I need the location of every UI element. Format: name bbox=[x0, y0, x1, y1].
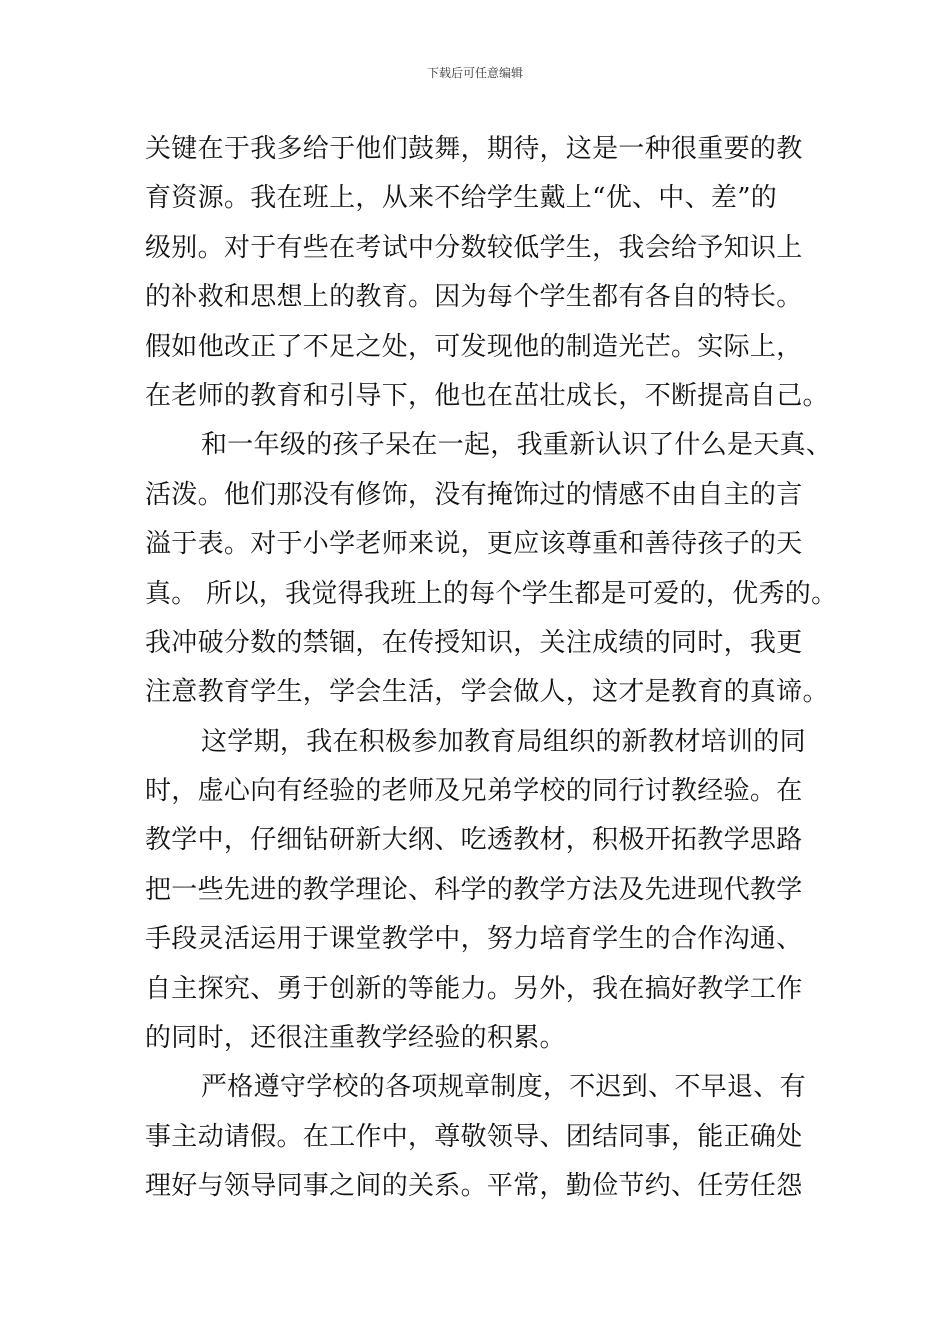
text-line: 真。 所以，我觉得我班上的每个学生都是可爱的，优秀的。 bbox=[145, 578, 838, 609]
text-line: 关键在于我多给于他们鼓舞，期待，这是一种很重要的教 bbox=[145, 134, 803, 164]
document-body bbox=[145, 125, 838, 1212]
text-line: 和一年级的孩子呆在一起，我重新认识了什么是天真、 bbox=[201, 430, 833, 461]
text-line: 严格遵守学校的各项规章制度，不迟到、不早退、有 bbox=[201, 1072, 806, 1103]
text-line: 手段灵活运用于课堂教学中，努力培育学生的合作沟通、 bbox=[145, 924, 803, 955]
text-line: 级别。对于有些在考试中分数较低学生，我会给予知识上 bbox=[145, 232, 803, 263]
text-line: 假如他改正了不足之处，可发现他的制造光芒。实际上， bbox=[145, 331, 803, 362]
text-line: 注意教育学生，学会生活，学会做人，这才是教育的真谛。 bbox=[145, 677, 829, 708]
text-line: 我冲破分数的禁锢，在传授知识，关注成绩的同时，我更 bbox=[145, 627, 803, 658]
text-line: 在老师的教育和引导下，他也在茁壮成长，不断提高自己。 bbox=[145, 380, 829, 411]
text-line: 育资源。我在班上，从来不给学生戴上“优、中、差”的 bbox=[145, 183, 778, 214]
text-line: 的补救和思想上的教育。因为每个学生都有各自的特长。 bbox=[145, 282, 803, 313]
text-line: 时，虚心向有经验的老师及兄弟学校的同行讨教经验。在 bbox=[145, 776, 803, 807]
page-header: 下载后可任意编辑 bbox=[426, 66, 523, 80]
text-line: 这学期，我在积极参加教育局组织的新教材培训的同 bbox=[201, 726, 806, 757]
text-line: 把一些先进的教学理论、科学的教学方法及先进现代教学 bbox=[145, 874, 803, 905]
text-line: 溢于表。对于小学老师来说，更应该尊重和善待孩子的天 bbox=[145, 529, 803, 560]
text-line: 教学中，仔细钻研新大纲、吃透教材，积极开拓教学思路 bbox=[145, 825, 803, 856]
text-line: 的同时，还很注重教学经验的积累。 bbox=[145, 1023, 566, 1054]
text-line: 理好与领导同事之间的关系。平常，勤俭节约、任劳任怨 bbox=[145, 1171, 803, 1202]
text-line: 事主动请假。在工作中，尊敬领导、团结同事，能正确处 bbox=[145, 1121, 803, 1152]
text-line: 自主探究、勇于创新的等能力。另外，我在搞好教学工作 bbox=[145, 973, 803, 1004]
text-line: 活泼。他们那没有修饰，没有掩饰过的情感不由自主的言 bbox=[145, 479, 803, 510]
